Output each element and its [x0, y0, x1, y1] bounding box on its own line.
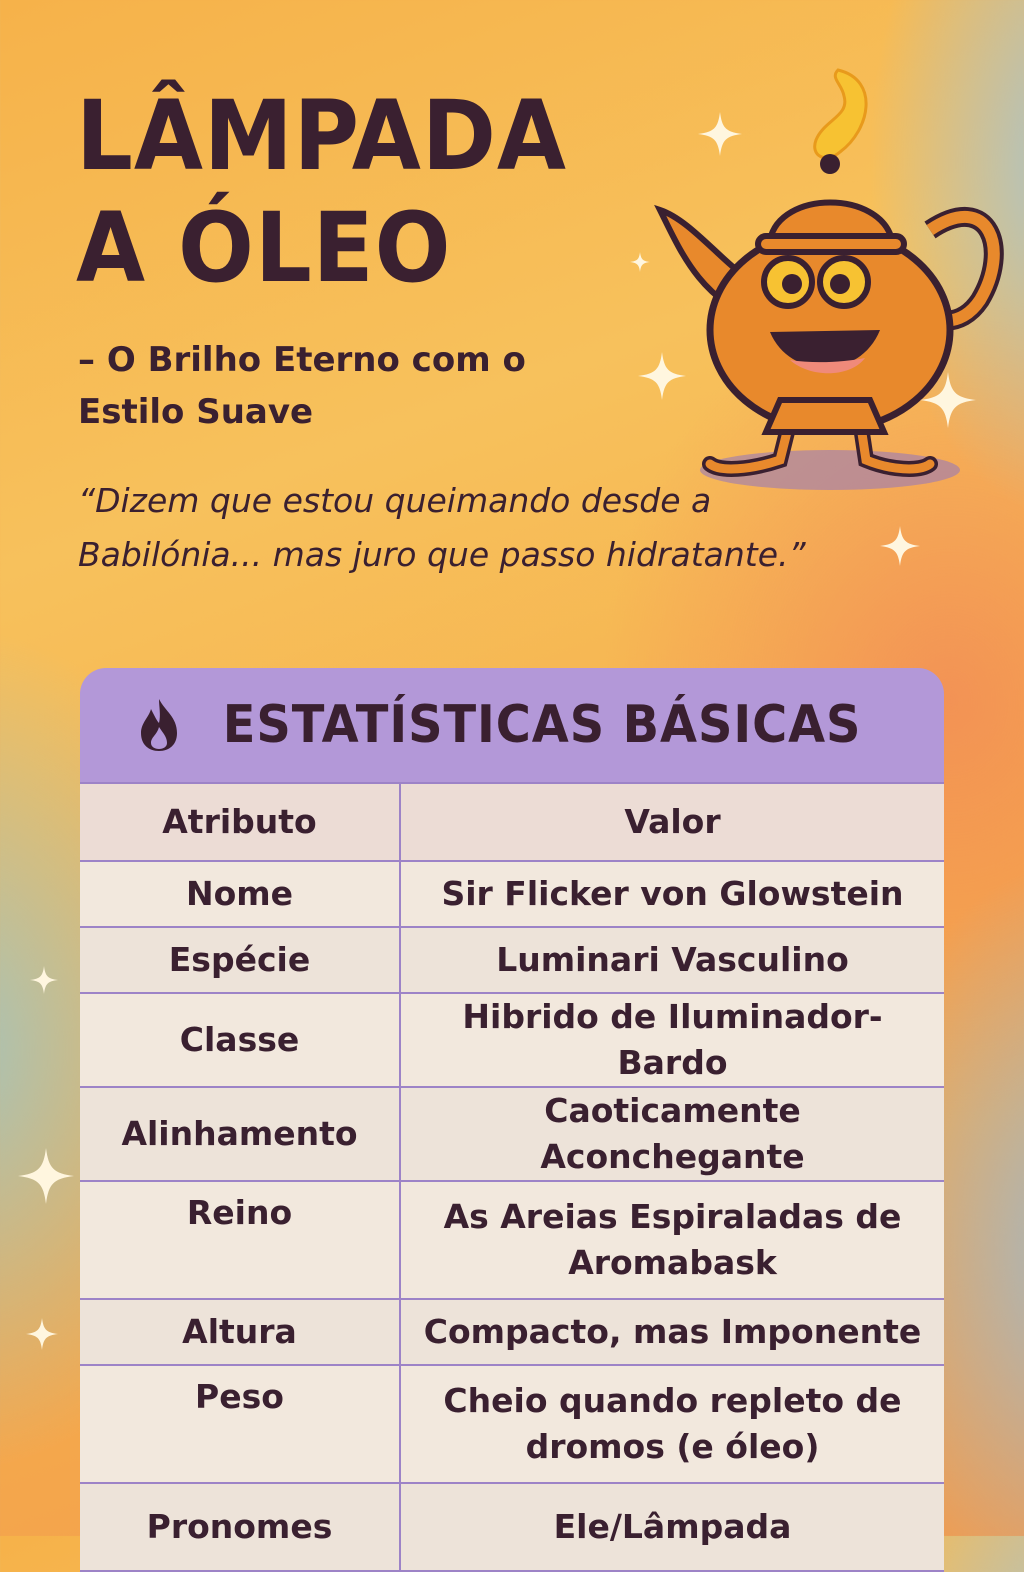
- value-cell: Cheio quando repleto de dromos (e óleo): [400, 1365, 944, 1483]
- value-cell: As Areias Espiraladas de Aromabask: [400, 1181, 944, 1299]
- table-row: [80, 1181, 944, 1299]
- quote: “Dizem que estou queimando desde a Babilónia... mas juro que passo hidratante.”: [78, 481, 806, 574]
- attribute-cell: Alinhamento: [80, 1087, 400, 1181]
- oil-lamp-mascot-illustration: [630, 60, 1010, 500]
- sparkle-icon: [30, 966, 58, 994]
- value-cell: Caoticamente Aconchegante: [400, 1087, 944, 1181]
- table-row: [80, 1087, 944, 1181]
- page-title: [76, 80, 597, 304]
- column-header-value: Valor: [400, 783, 944, 861]
- attribute-cell: Classe: [80, 993, 400, 1087]
- stats-header: [80, 668, 944, 782]
- attribute-cell: Peso: [80, 1365, 400, 1483]
- title-line-2: A ÓLEO: [76, 192, 452, 304]
- attribute-cell: Altura: [80, 1299, 400, 1365]
- sparkle-icon: [630, 252, 650, 272]
- stats-card: [80, 668, 944, 1546]
- attribute-cell: Nome: [80, 861, 400, 927]
- table-row: [80, 993, 944, 1087]
- attribute-cell: Pronomes: [80, 1483, 400, 1571]
- sparkle-icon: [18, 1148, 74, 1204]
- table-row: [80, 927, 944, 993]
- sparkle-icon: [698, 112, 742, 156]
- attribute-cell: Reino: [80, 1181, 400, 1299]
- table-row: [80, 1483, 944, 1571]
- table-row: [80, 1299, 944, 1365]
- value-cell: Sir Flicker von Glowstein: [400, 861, 944, 927]
- value-cell: Compacto, mas Imponente: [400, 1299, 944, 1365]
- stats-table: [80, 782, 944, 1572]
- sparkle-icon: [920, 372, 976, 428]
- table-row: [80, 1365, 944, 1483]
- sparkle-icon: [638, 352, 686, 400]
- sparkle-icon: [26, 1318, 58, 1350]
- table-header-row: [80, 783, 944, 861]
- attribute-cell: Espécie: [80, 927, 400, 993]
- fire-icon: [135, 697, 183, 753]
- value-cell: Luminari Vasculino: [400, 927, 944, 993]
- value-cell: Ele/Lâmpada: [400, 1483, 944, 1571]
- value-cell: Hibrido de Iluminador-Bardo: [400, 993, 944, 1087]
- subtitle: – O Brilho Eterno com o Estilo Suave: [78, 340, 526, 432]
- stats-title: ESTATÍSTICAS BÁSICAS: [222, 695, 862, 755]
- title-line-1: LÂMPADA: [76, 80, 567, 192]
- sparkle-icon: [880, 526, 920, 566]
- table-row: [80, 861, 944, 927]
- column-header-attribute: Atributo: [80, 783, 400, 861]
